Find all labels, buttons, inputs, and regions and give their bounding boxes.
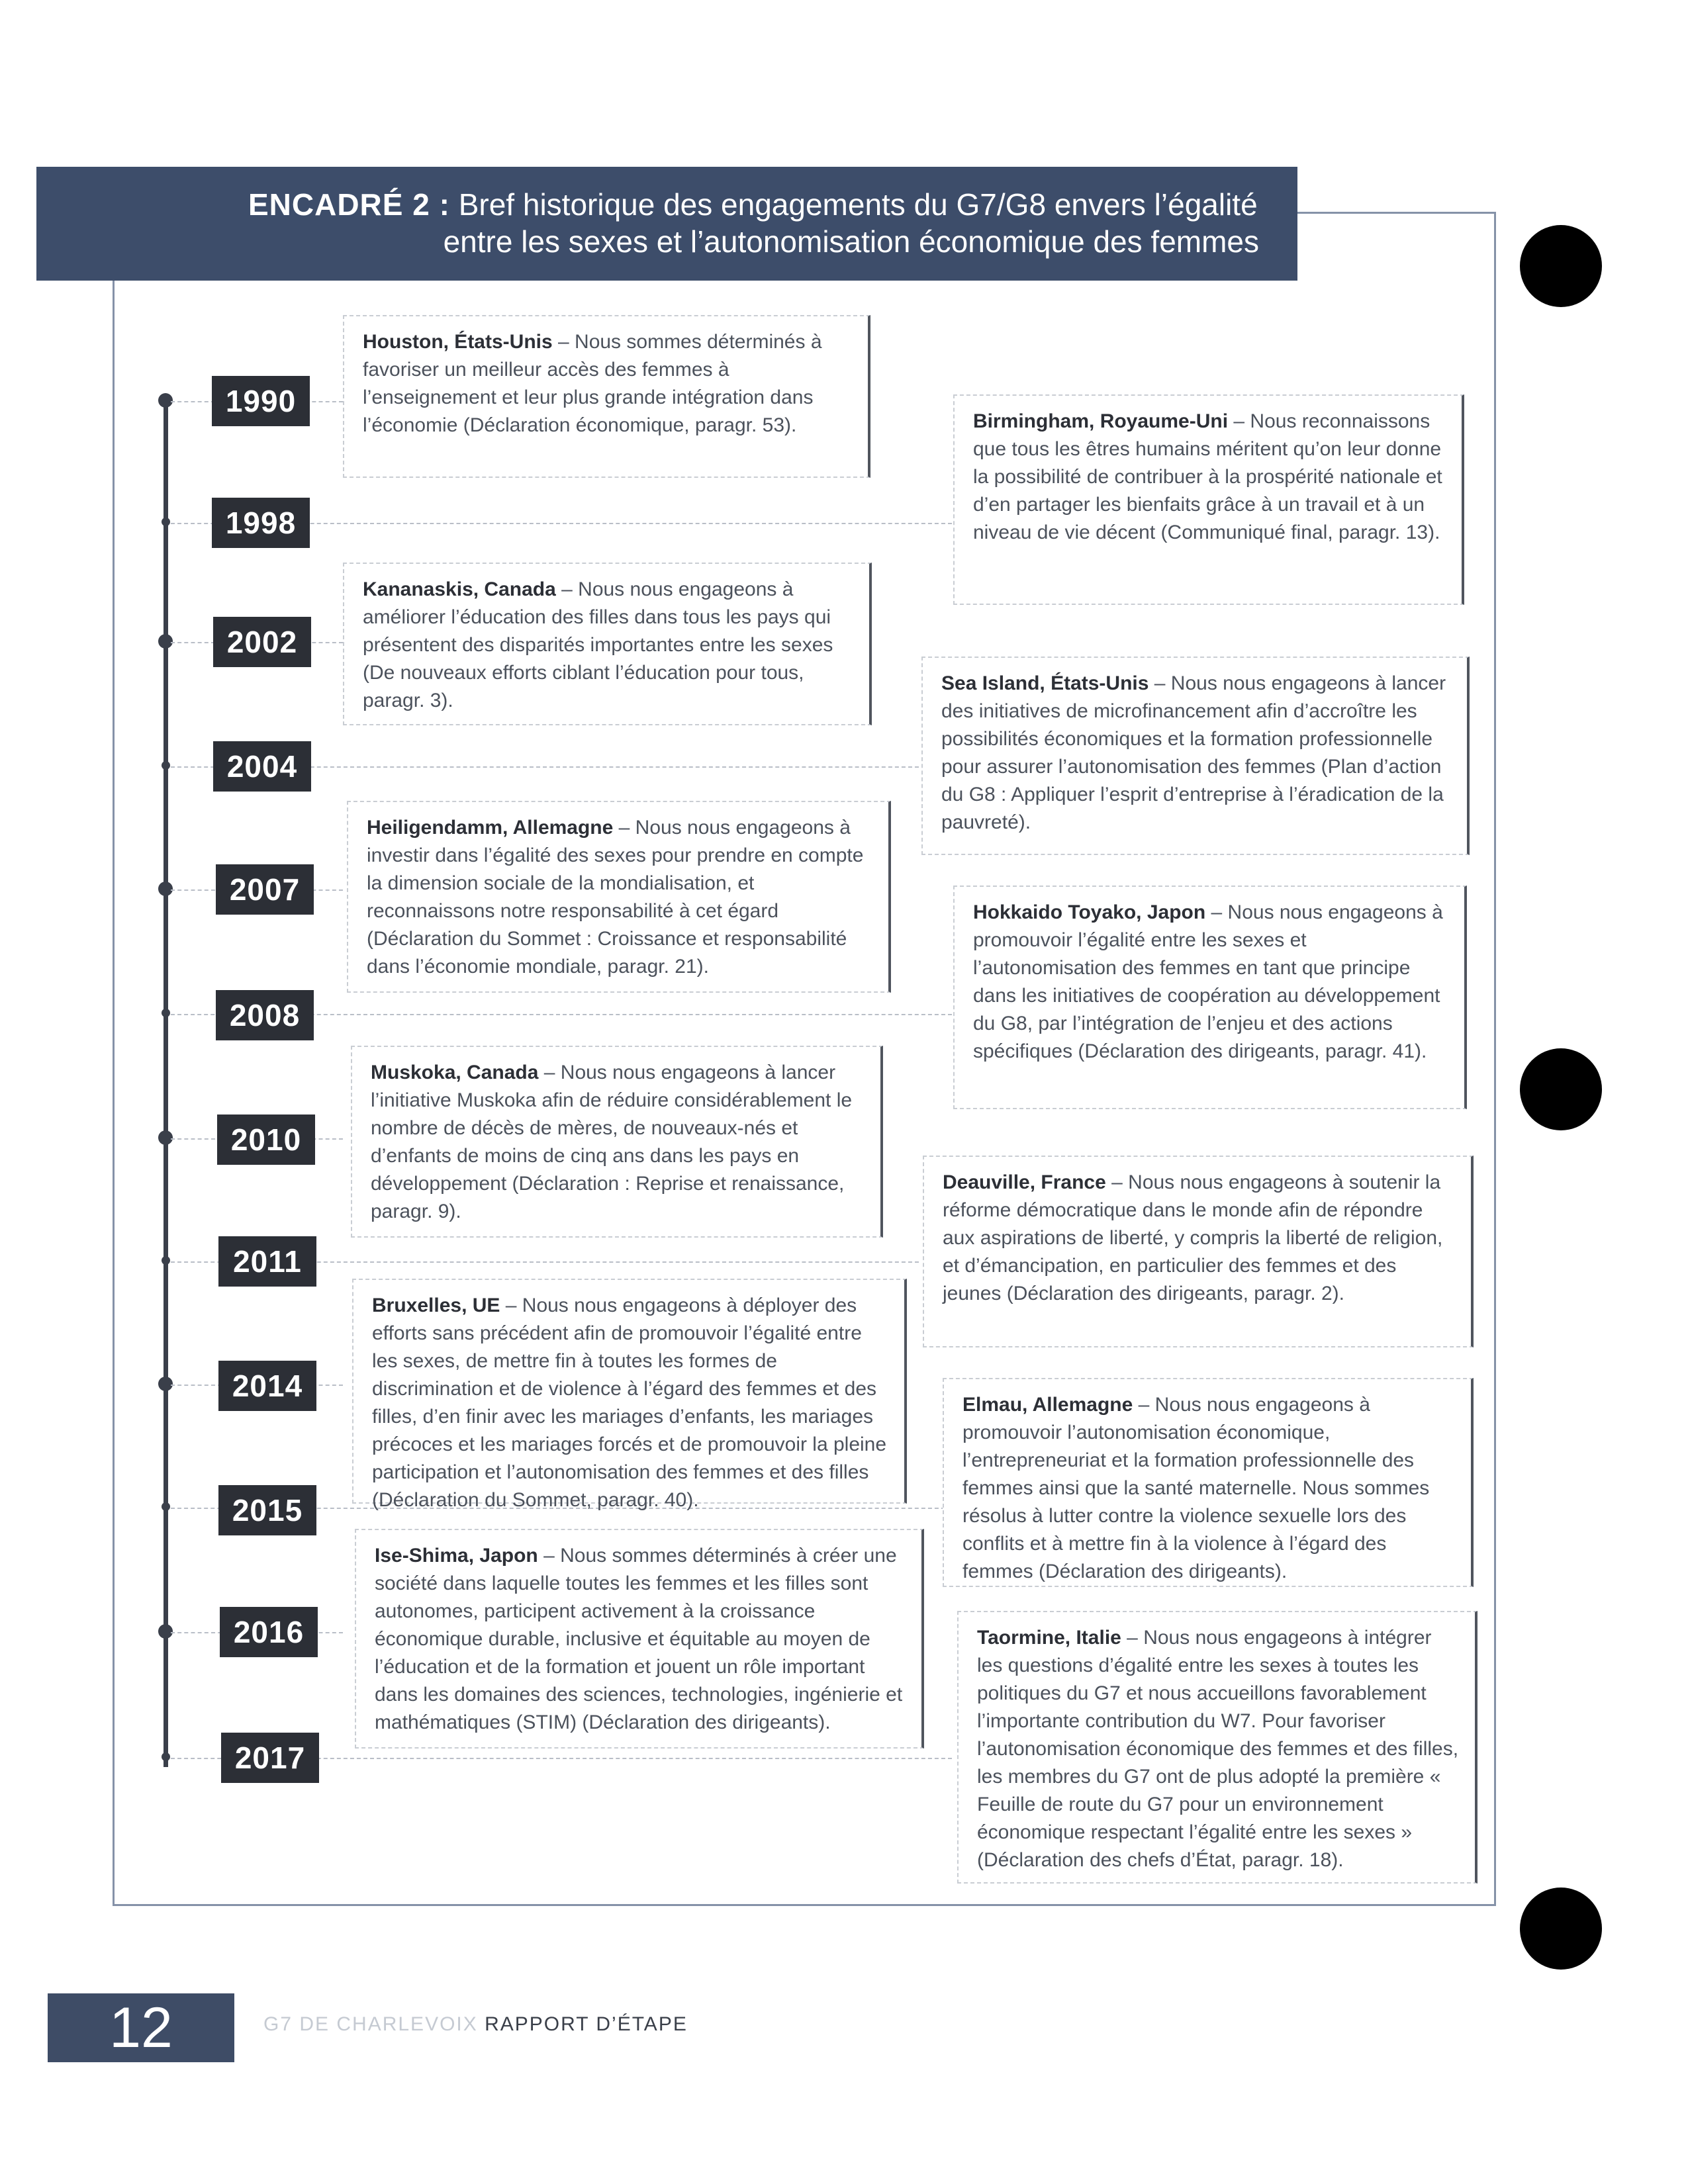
banner-title-line-1 — [248, 187, 1258, 222]
binder-hole-top — [1520, 225, 1602, 307]
timeline-dot-2008 — [162, 1009, 170, 1017]
banner-label: ENCADRÉ 2 : — [248, 187, 450, 222]
year-label-2015: 2015 — [218, 1485, 316, 1535]
timeline-dot-2017 — [162, 1752, 170, 1761]
entry-text: – Nous reconnaissons que tous les êtres humains méritent qu’on leur donne la possibilité de contribuer à la prospérité nationale et d’en partager les bienfaits grâce à un travail et à un niveau de vie décent (Communiqué final, paragr. 13). — [973, 410, 1442, 543]
entry-place: Houston, États-Unis — [363, 331, 553, 353]
banner-title-text-1: Bref historique des engagements du G7/G8 envers l’égalité — [458, 187, 1258, 222]
timeline-dot-2004 — [162, 761, 170, 770]
entry-hokkaido-2008 — [953, 886, 1467, 1109]
entry-text: – Nous nous engageons à améliorer l’éducation des filles dans tous les pays qui présentent des disparités importantes entre les sexes (De nouveaux efforts ciblant l’éducation pour tous, paragr. 3). — [363, 578, 833, 711]
year-label-2002: 2002 — [213, 617, 311, 667]
timeline-dot-2002 — [158, 634, 173, 649]
timeline-dot-2011 — [162, 1256, 170, 1265]
entry-text: – Nous nous engageons à promouvoir l’autonomisation économique, l’entrepreneuriat et la formation professionnelle des femmes ainsi que la santé maternelle. Nous sommes résolus à lutter contre la violence sexuelle lors des conflits et à mettre fin à la violence à l’égard des femmes (Déclaration des dirigeants). — [962, 1394, 1430, 1582]
timeline-dot-1990 — [158, 393, 173, 408]
year-label-2007: 2007 — [216, 864, 314, 915]
entry-muskoka-2010 — [351, 1046, 883, 1238]
entry-text: – Nous nous engageons à intégrer les questions d’égalité entre les sexes à toutes les politiques du G7 et nous accueillons favorablement l’importante contribution du W7. Pour favoriser l’autonomisation économique des femmes et des filles, les membres du G7 ont de plus adopté la première « Feuille de route du G7 pour un environnement économique respectant l’égalité entre les sexes » (Déclaration des chefs d’État, paragr. 18). — [977, 1627, 1459, 1871]
entry-deauville-2011 — [923, 1156, 1474, 1347]
entry-bruxelles-2014 — [352, 1279, 907, 1511]
entry-place: Hokkaido Toyako, Japon — [973, 901, 1206, 923]
entry-text: – Nous nous engageons à soutenir la réforme démocratique dans le monde afin de répondre aux aspirations de liberté, y compris la liberté de religion, et d’émancipation, en particulier des femmes et des jeunes (Déclaration des dirigeants, paragr. 2). — [943, 1171, 1443, 1304]
entry-place: Kananaskis, Canada — [363, 578, 556, 600]
banner-title-line-2: entre les sexes et l’autonomisation économique des femmes — [443, 224, 1259, 259]
timeline-dot-2014 — [158, 1377, 173, 1391]
entry-birmingham-1998 — [953, 394, 1464, 605]
year-label-1990: 1990 — [212, 376, 310, 426]
entry-place: Bruxelles, UE — [372, 1295, 500, 1316]
year-label-2017: 2017 — [221, 1733, 319, 1783]
entry-text: – Nous nous engageons à déployer des efforts sans précédent afin de promouvoir l’égalité entre les sexes, de mettre fin à toutes les formes de discrimination et de violence à l’égard des femmes et des filles, d’en finir avec les mariages d’enfants, les mariages précoces et les mariages forcés et de promouvoir la pleine participation et l’autonomisation des femmes et des filles (Déclaration du Sommet, paragr. 40). — [372, 1295, 887, 1511]
entry-text: – Nous nous engageons à promouvoir l’égalité entre les sexes et l’autonomisation des femmes en tant que principe dans les initiatives de coopération au développement du G8, par l’intégration de l’enjeu et des actions spécifiques (Déclaration des dirigeants, paragr. 41). — [973, 901, 1443, 1062]
entry-text: – Nous nous engageons à lancer des initiatives de microfinancement afin d’accroître les possibilités économiques et la formation professionnelle pour assurer l’autonomisation des femmes (Plan d’action du G8 : Appliquer l’esprit d’entreprise à l’éradication de la pauvreté). — [941, 672, 1446, 833]
entry-taormine-2017 — [957, 1611, 1477, 1884]
entry-text: – Nous nous engageons à lancer l’initiative Muskoka afin de réduire considérablement le nombre de décès de mères, de nouveaux-nés et d’enfants de moins de cinq ans dans les pays en développement (Déclaration : Reprise et renaissance, paragr. 9). — [371, 1062, 853, 1222]
entry-place: Heiligendamm, Allemagne — [367, 817, 614, 839]
timeline-dot-2015 — [162, 1502, 170, 1511]
year-label-2008: 2008 — [216, 990, 314, 1040]
year-label-2016: 2016 — [220, 1607, 318, 1657]
binder-hole-bottom — [1520, 1888, 1602, 1970]
entry-sea-island-2004 — [921, 657, 1470, 855]
year-label-2004: 2004 — [213, 741, 311, 792]
entry-text: – Nous sommes déterminés à créer une société dans laquelle toutes les femmes et les filles sont autonomes, participent activement à la croissance économique durable, inclusive et équitable au moyen de l’éducation et de la formation et jouent un rôle important dans les domaines des sciences, technologies, ingénierie et mathématiques (STIM) (Déclaration des dirigeants). — [375, 1545, 903, 1733]
timeline-dot-2016 — [158, 1624, 173, 1639]
timeline-dot-2007 — [158, 882, 173, 896]
entry-houston-1990 — [343, 315, 870, 478]
year-label-2010: 2010 — [217, 1115, 315, 1165]
entry-place: Deauville, France — [943, 1171, 1106, 1193]
entry-ise-shima-2016 — [355, 1529, 924, 1749]
entry-text: – Nous nous engageons à investir dans l’égalité des sexes pour prendre en compte la dimension sociale de la mondialisation, et reconnaissons notre responsabilité à cet égard (Déclaration du Sommet : Croissance et responsabilité dans l’économie mondiale, paragr. 21). — [367, 817, 864, 978]
year-label-1998: 1998 — [212, 498, 310, 548]
year-label-2011: 2011 — [218, 1236, 316, 1287]
entry-heiligendamm-2007 — [347, 801, 891, 993]
box-title-banner — [36, 167, 1297, 281]
entry-elmau-2015 — [943, 1378, 1474, 1587]
timeline-spine — [164, 397, 168, 1767]
entry-text: – Nous sommes déterminés à favoriser un meilleur accès des femmes à l’enseignement et leur plus grande intégration dans l’économie (Déclaration économique, paragr. 53). — [363, 331, 822, 436]
entry-place: Taormine, Italie — [977, 1627, 1121, 1649]
running-footer — [263, 2013, 688, 2036]
entry-place: Elmau, Allemagne — [962, 1394, 1133, 1416]
entry-place: Birmingham, Royaume-Uni — [973, 410, 1229, 432]
footer-report: RAPPORT D’ÉTAPE — [485, 2013, 688, 2035]
entry-place: Ise-Shima, Japon — [375, 1545, 538, 1567]
entry-place: Sea Island, États-Unis — [941, 672, 1149, 694]
binder-hole-middle — [1520, 1048, 1602, 1130]
entry-kananaskis-2002 — [343, 563, 872, 725]
page-number: 12 — [48, 1993, 234, 2062]
entry-place: Muskoka, Canada — [371, 1062, 539, 1083]
timeline-dot-2010 — [158, 1130, 173, 1145]
footer-series: G7 DE CHARLEVOIX — [263, 2013, 485, 2035]
timeline-dot-1998 — [162, 518, 170, 526]
year-label-2014: 2014 — [218, 1361, 316, 1411]
